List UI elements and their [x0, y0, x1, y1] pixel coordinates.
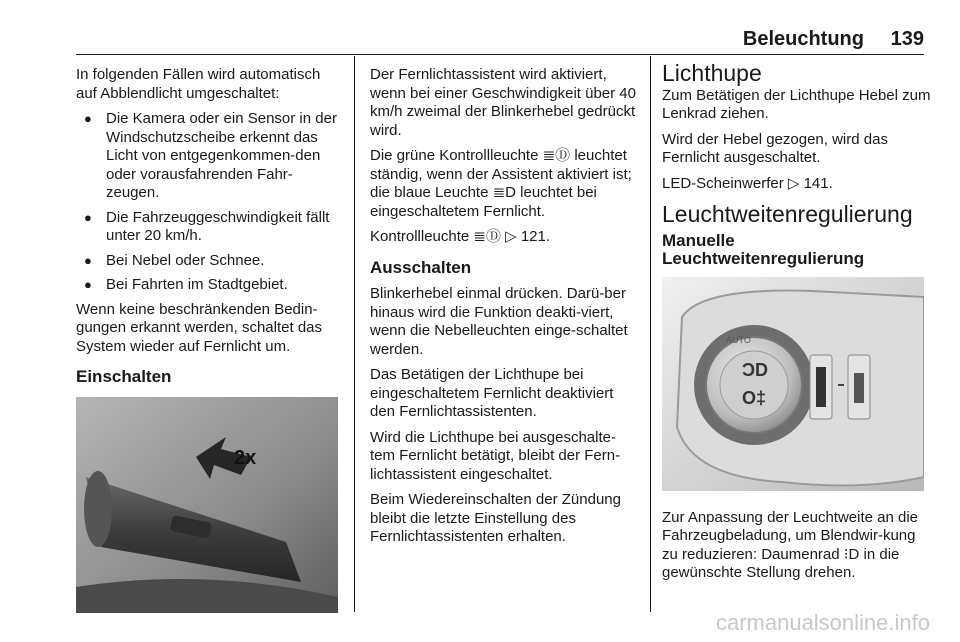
headlight-symbol-icon: ƆD [742, 359, 768, 380]
section-title: Leuchtweitenregulierung [662, 201, 913, 227]
list-item: ● Bei Nebel oder Schnee. [84, 251, 265, 269]
press-count-label: 2x [234, 446, 257, 469]
chapter-title: Beleuchtung [742, 28, 864, 50]
page-header [24, 28, 924, 54]
paragraph: LED-Scheinwerfer ▷ 141. [662, 174, 833, 192]
paragraph: Zur Anpassung der Leuchtweite an die Fahrzeugbeladung, um Blendwir-kung zu reduzieren: Daumenrad ⁝D in die gewünschte Stellung drehen. [662, 508, 919, 581]
light-switch-illustration [662, 277, 924, 491]
list-item: ● Die Fahrzeuggeschwindigkeit fällt unter 20 km/h. [84, 208, 330, 244]
page-number: 139 [890, 28, 924, 50]
paragraph: Die grüne Kontrollleuchte ≣Ⓓ leuchtet ständig, wenn der Assistent aktiviert ist; die blaue Leuchte ≣D leuchtet bei eingeschaltetem Fernlicht. [370, 147, 632, 220]
section-title: Lichthupe [662, 60, 762, 86]
list-item: ● Die Kamera oder ein Sensor in der Windschutzscheibe erkennt das Licht von entgegenkommen-den oder vorausfahrenden Fahr-zeugen. [84, 110, 337, 201]
paragraph: Beim Wiedereinschalten der Zündung bleibt die letzte Einstellung des Fernlichtassistenten erhalten. [370, 491, 621, 545]
column-3 [662, 60, 932, 590]
header-rule [76, 54, 924, 55]
auto-label: AUTO [726, 334, 751, 345]
paragraph: Das Betätigen der Lichthupe bei eingeschaltetem Fernlicht deaktiviert den Fernlichtassistenten. [370, 366, 614, 420]
fog-light-symbol-icon: O‡ [742, 387, 767, 408]
column-divider-2 [650, 56, 651, 612]
bullet-icon: ● [84, 252, 92, 268]
paragraph: Blinkerhebel einmal drücken. Darü-ber hinaus wird die Funktion deakti-viert, wenn die Nebelleuchten einge-schaltet werden. [370, 285, 628, 358]
bullet-icon: ● [84, 209, 92, 225]
bullet-list [76, 110, 344, 295]
turn-signal-lever-icon [76, 397, 338, 613]
subsection-heading: Manuelle Leuchtweitenregulierung [662, 230, 865, 268]
paragraph: Wird die Lichthupe bei ausgeschalte-tem Fernlicht betätigt, bleibt der Fern-lichtassistent eingeschaltet. [370, 428, 621, 483]
section-heading: Ausschalten [370, 257, 472, 277]
paragraph: Wenn keine beschränkenden Bedin-gungen erkannt werden, schaltet das System wieder auf Fernlicht um. [76, 300, 322, 355]
paragraph: Kontrollleuchte ≣Ⓓ ▷ 121. [370, 228, 551, 245]
paragraph: Der Fernlichtassistent wird aktiviert, wenn bei einer Geschwindigkeit über 40 km/h zweimal der Blinkerhebel gedrückt wird. [370, 66, 636, 139]
column-1 [76, 66, 344, 613]
section-heading: Einschalten [76, 367, 172, 386]
paragraph: Wird der Hebel gezogen, wird das Fernlicht ausgeschaltet. [662, 130, 888, 166]
paragraph: Zum Betätigen der Lichthupe Hebel zum Lenkrad ziehen. [662, 86, 931, 122]
light-switch-icon [662, 277, 924, 491]
bullet-icon: ● [84, 277, 92, 292]
list-item: ● Bei Fahrten im Stadtgebiet. [84, 276, 288, 293]
column-divider-1 [354, 56, 355, 612]
intro-text: In folgenden Fällen wird automatisch auf Abblendlicht umgeschaltet: [76, 66, 321, 102]
bullet-icon: ● [84, 111, 92, 126]
column-2 [370, 66, 640, 554]
watermark: carmanualsonline.info [715, 610, 930, 635]
lever-illustration [76, 397, 338, 613]
